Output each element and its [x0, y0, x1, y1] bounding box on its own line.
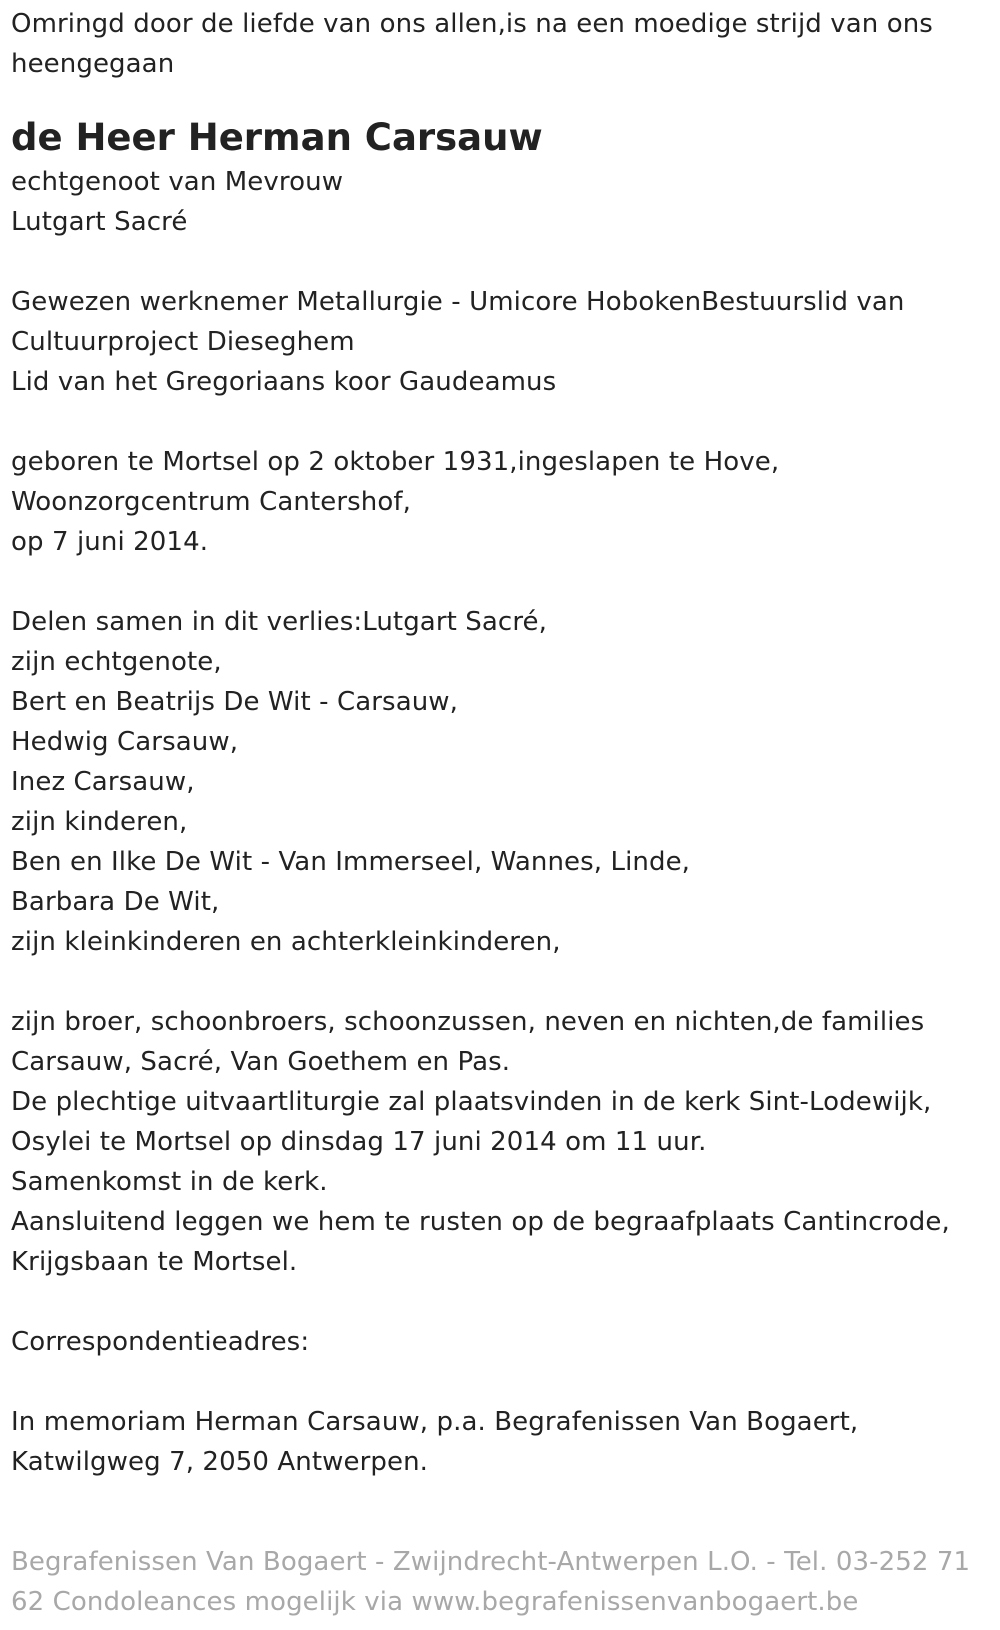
life-line: geboren te Mortsel op 2 oktober 1931,ingeslapen te Hove,: [11, 447, 780, 477]
address-line: Katwilgweg 7, 2050 Antwerpen.: [11, 1447, 429, 1477]
family-line: Inez Carsauw,: [11, 767, 195, 797]
career-line: Gewezen werknemer Metallurgie - Umicore HobokenBestuurslid van: [11, 287, 905, 317]
service-line: Aansluitend leggen we hem te rusten op de begraafplaats Cantincrode,: [11, 1207, 950, 1237]
service-line: Krijgsbaan te Mortsel.: [11, 1247, 298, 1277]
family-line: Hedwig Carsauw,: [11, 727, 239, 757]
service-line: Samenkomst in de kerk.: [11, 1167, 328, 1197]
family-line: Ben en Ilke De Wit - Van Immerseel, Wannes, Linde,: [11, 847, 691, 877]
spouse-line: echtgenoot van Mevrouw: [11, 167, 344, 197]
correspondence-label: Correspondentieadres:: [11, 1327, 310, 1357]
service-line: Osylei te Mortsel op dinsdag 17 juni 2014 om 11 uur.: [11, 1127, 707, 1157]
spouse-line: Lutgart Sacré: [11, 207, 188, 237]
relatives-and-service-section: [11, 1002, 986, 1282]
life-dates-section: [11, 442, 986, 562]
family-line: zijn kinderen,: [11, 807, 188, 837]
intro-line: Omringd door de liefde van ons allen,is na een moedige strijd van ons: [11, 9, 933, 39]
family-line: Barbara De Wit,: [11, 887, 220, 917]
footer-line: Begrafenissen Van Bogaert - Zwijndrecht-Antwerpen L.O. - Tel. 03-252 71: [11, 1547, 971, 1577]
intro-text: [11, 4, 986, 84]
career-section: [11, 282, 986, 402]
family-section: [11, 602, 986, 962]
service-line: De plechtige uitvaartliturgie zal plaatsvinden in de kerk Sint-Lodewijk,: [11, 1087, 932, 1117]
address-line: In memoriam Herman Carsauw, p.a. Begrafenissen Van Bogaert,: [11, 1407, 859, 1437]
service-line: zijn broer, schoonbroers, schoonzussen, neven en nichten,de families: [11, 1007, 925, 1037]
life-line: op 7 juni 2014.: [11, 527, 209, 557]
correspondence-address: [11, 1402, 986, 1482]
life-line: Woonzorgcentrum Cantershof,: [11, 487, 411, 517]
family-line: zijn echtgenote,: [11, 647, 222, 677]
family-line: zijn kleinkinderen en achterkleinkinderen,: [11, 927, 561, 957]
career-line: Cultuurproject Dieseghem: [11, 327, 355, 357]
deceased-name: de Heer Herman Carsauw: [11, 116, 543, 159]
intro-line: heengegaan: [11, 49, 175, 79]
family-line: Bert en Beatrijs De Wit - Carsauw,: [11, 687, 459, 717]
family-line: Delen samen in dit verlies:Lutgart Sacré,: [11, 607, 547, 637]
obituary-document: [11, 0, 986, 1482]
footer-line: 62 Condoleances mogelijk via www.begrafenissenvanbogaert.be: [11, 1587, 859, 1617]
career-line: Lid van het Gregoriaans koor Gaudeamus: [11, 367, 557, 397]
funeral-home-footer: [11, 1542, 986, 1622]
service-line: Carsauw, Sacré, Van Goethem en Pas.: [11, 1047, 511, 1077]
